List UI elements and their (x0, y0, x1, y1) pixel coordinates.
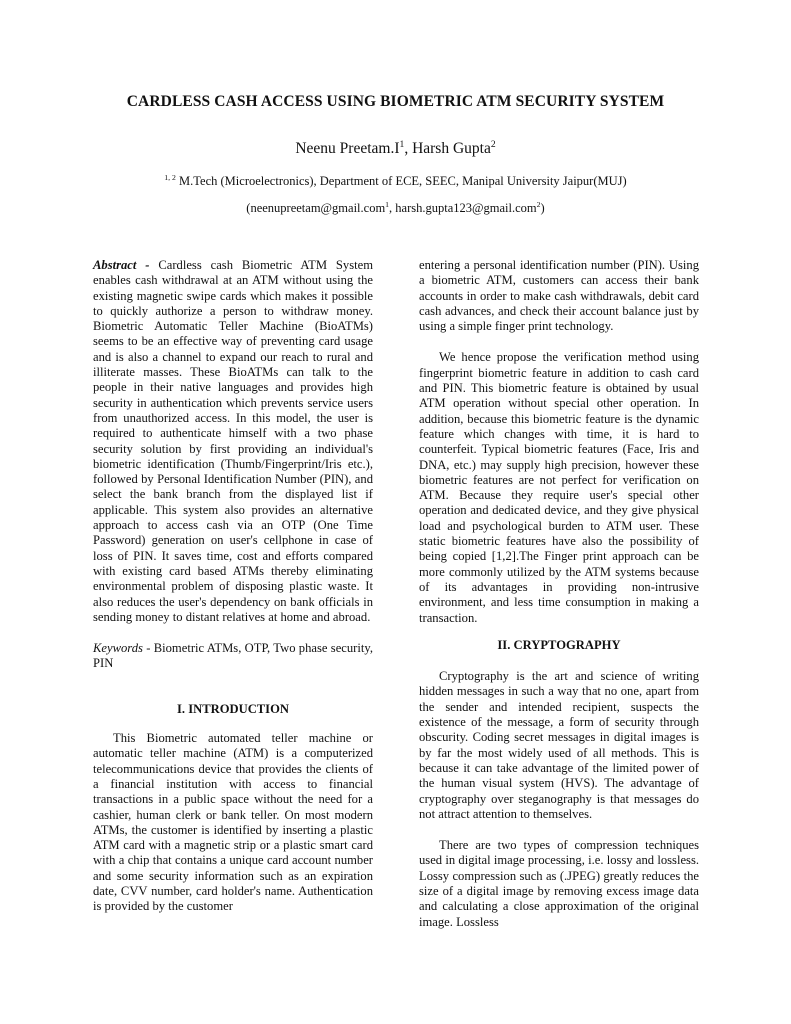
abstract-paragraph (93, 258, 373, 625)
author-2: Harsh Gupta (412, 140, 491, 157)
affiliation-line (0, 174, 791, 189)
intro-paragraph-2: We hence propose the verification method using fingerprint biometric feature in addition to cash card and PIN. This biometric feature is obtained by usual ATM operation without special other operation. In addition, because this biometric feature is the dynamic feature which changes with time, it is hard to counterfeit. Typical biometric features (Face, Iris and DNA, etc.) may supply high precision, however these biometric features are not perfect for verification on ATM. Because they require user's special other operation and dedicated device, and they give physical load and psychological burden to ATM user. These static biometric features have also the possibility of being copied [1,2].The Finger print approach can be more commonly utilized by the ATM systems because of its advantages in providing non-intrusive environment, and less time consumption in making a transaction. (419, 350, 699, 625)
email-line (0, 201, 791, 216)
keywords-paragraph (93, 641, 373, 672)
abstract-label: Abstract - (93, 258, 150, 272)
left-column (93, 258, 373, 915)
author-1-sup: 1 (399, 138, 405, 150)
email-2-sup: 2 (536, 199, 541, 209)
author-separator: , (404, 140, 413, 157)
cryptography-paragraph-1: Cryptography is the art and science of writing hidden messages in such a way that no one, apart from the sender and intended recipient, suspects the existence of the message, a form of security through obscurity. Coding secret messages in digital images is by far the most widely used of all methods. This is because it can take advantage of the limited power of the human visual system (HVS). The advantage of cryptography over steganography is that messages do not attract attention to themselves. (419, 669, 699, 821)
cryptography-paragraph-2: There are two types of compression techniques used in digital image processing, i.e. lossy and lossless. Lossy compression such as (.JPEG) greatly reduces the size of a digital image by removing excess image data and calculating a close approximation of the original image. Lossless (419, 838, 699, 929)
author-1: Neenu Preetam.I (295, 140, 400, 157)
keywords-label: Keywords (93, 641, 143, 656)
author-2-sup: 2 (490, 138, 496, 150)
cryptography-heading: II. CRYPTOGRAPHY (497, 637, 621, 652)
email-mid: , harsh.gupta123@gmail.com (389, 201, 537, 215)
affiliation-sup: 1, 2 (164, 172, 176, 182)
author-line (0, 140, 791, 158)
right-column (419, 258, 699, 930)
paper-title: CARDLESS CASH ACCESS USING BIOMETRIC ATM SECURITY SYSTEM (126, 93, 665, 110)
email-1-sup: 1 (385, 199, 390, 209)
email-open: (neenupreetam@gmail.com (246, 201, 386, 215)
intro-paragraph-1-continued: entering a personal identification number (PIN). Using a biometric ATM, customers can access their bank accounts in order to make cash withdrawals, debit card cash advances, and check their account balance just by using a simple finger print technology. (419, 258, 699, 334)
intro-paragraph-1: This Biometric automated teller machine or automatic teller machine (ATM) is a computerized telecommunications device that provides the clients of a financial institution with access to financial transactions in a public space without the need for a cashier, human clerk or bank teller. On most modern ATMs, the customer is identified by inserting a plastic ATM card with a magnetic strip or a plastic smart card with a chip that contains a unique card account number and some security information such as an expiration date, CVV number, card holder's name. Authentication is provided by the customer (93, 731, 373, 914)
abstract-text: Cardless cash Biometric ATM System enables cash withdrawal at an ATM without using the existing magnetic swipe cards which makes it possible to quickly authorize a person to withdraw money. Biometric Automatic Teller Machine (BioATMs) seems to be an effective way of preventing card usage and is also a channel to expand our reach to rural and illiterate masses. These BioATMs can talk to the people in their native languages and provides high security in authentication which prevents service users from unauthorized access. In this model, the user is required to authenticate himself with a two phase security solution by first providing an individual's biometric identification (Thumb/Fingerprint/Iris etc.), followed by Personal Identification Number (PIN), and select the bank branch from the displayed list if applicable. This system also provides an alternative approach to access cash via an OTP (One Time Password) generation on user's cellphone in case of loss of PIN. It saves time, cost and efforts compared with existing card based ATMs thereby eliminating environmental problem of disposing plastic waste. It also reduces the user's dependency on bank officials in sending money to distant relatives at home and abroad. (93, 258, 373, 624)
keywords-text: - Biometric ATMs, OTP, Two phase security, PIN (93, 641, 373, 671)
intro-heading: I. INTRODUCTION (177, 701, 289, 716)
affiliation-text: M.Tech (Microelectronics), Department of ECE, SEEC, Manipal University Jaipur(MUJ) (175, 174, 627, 188)
email-close: ) (540, 201, 545, 215)
